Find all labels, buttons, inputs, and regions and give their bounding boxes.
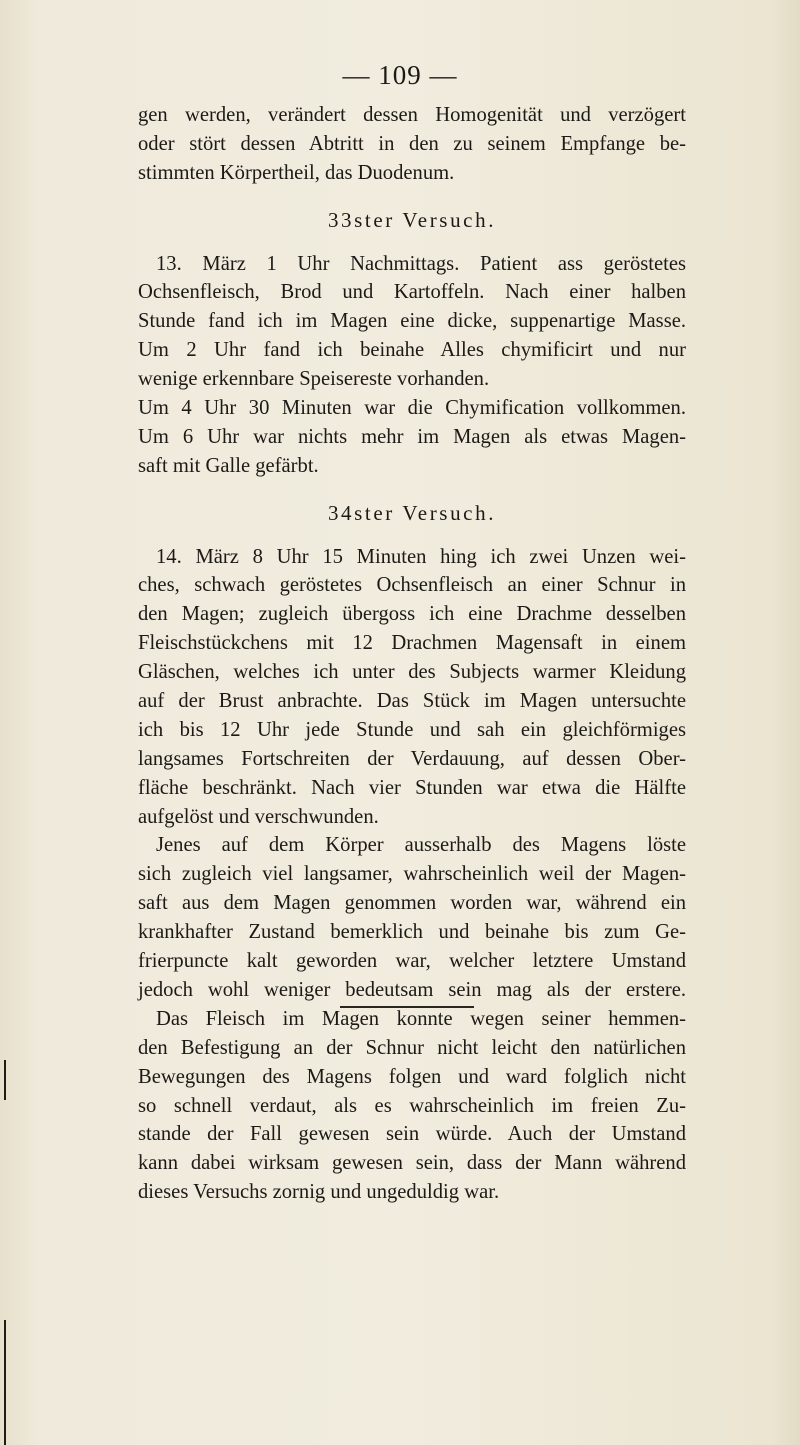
binding-edge-mark bbox=[4, 1320, 6, 1445]
text-line: stimmten Körpertheil, das Duodenum. bbox=[138, 161, 455, 184]
text-line: oder stört dessen Abtritt in den zu seinem Empfange be- bbox=[138, 132, 686, 155]
text-line: stande der Fall gewesen sein würde. Auch der Umstand bbox=[138, 1123, 686, 1146]
text-line: gen werden, verändert dessen Homogenität und verzögert bbox=[138, 104, 686, 126]
text-line: 13. März 1 Uhr Nachmittags. Patient ass geröstetes bbox=[156, 252, 686, 275]
text-line: ich bis 12 Uhr jede Stunde und sah ein gleichförmiges bbox=[138, 718, 686, 741]
text-line: krankhafter Zustand bemerklich und beinahe bis zum Ge- bbox=[138, 921, 686, 944]
text-line: Bewegungen des Magens folgen und ward folglich nicht bbox=[138, 1065, 686, 1088]
section-heading-34: 34ster Versuch. bbox=[327, 500, 497, 525]
text-line: Stunde fand ich im Magen eine dicke, suppenartige Masse. bbox=[138, 310, 686, 333]
text-line: Gläschen, welches ich unter des Subjects warmer Kleidung bbox=[138, 661, 686, 684]
text-line: langsames Fortschreiten der Verdauung, auf dessen Ober- bbox=[138, 747, 686, 770]
text-line: dieses Versuchs zornig und ungeduldig war. bbox=[138, 1181, 500, 1204]
text-line: fläche beschränkt. Nach vier Stunden war etwa die Hälfte bbox=[138, 776, 686, 799]
text-line: den Magen; zugleich übergoss ich eine Drachme desselben bbox=[138, 603, 686, 626]
text-line: sich zugleich viel langsamer, wahrscheinlich weil der Magen- bbox=[138, 863, 686, 886]
text-line: so schnell verdaut, als es wahrscheinlich im freien Zu- bbox=[138, 1094, 686, 1117]
text-line: ches, schwach geröstetes Ochsenfleisch an einer Schnur in bbox=[138, 574, 686, 597]
text-line: 14. März 8 Uhr 15 Minuten hing ich zwei Unzen wei- bbox=[156, 545, 686, 568]
text-line: saft mit Galle gefärbt. bbox=[138, 454, 319, 477]
text-line: frierpuncte kalt geworden war, welcher letztere Umstand bbox=[138, 950, 686, 973]
text-line: Um 6 Uhr war nichts mehr im Magen als etwas Magen- bbox=[138, 425, 686, 448]
text-line: Das Fleisch im Magen konnte wegen seiner hemmen- bbox=[156, 1007, 686, 1030]
text-line: wenige erkennbare Speisereste vorhanden. bbox=[138, 368, 490, 391]
text-line: Ochsenfleisch, Brod und Kartoffeln. Nach einer halben bbox=[138, 281, 686, 304]
text-line: auf der Brust anbrachte. Das Stück im Magen untersuchte bbox=[138, 690, 686, 713]
text-line: aufgelöst und verschwunden. bbox=[138, 805, 379, 828]
text-line: Jenes auf dem Körper ausserhalb des Magens löste bbox=[156, 834, 686, 857]
section-heading-33: 33ster Versuch. bbox=[327, 207, 497, 232]
text-line: saft aus dem Magen genommen worden war, während ein bbox=[138, 892, 686, 915]
text-line: Fleischstückchens mit 12 Drachmen Magensaft in einem bbox=[138, 632, 686, 655]
text-line: jedoch wohl weniger bedeutsam sein mag als der erstere. bbox=[138, 978, 686, 1001]
text-line: kann dabei wirksam gewesen sein, dass der Mann während bbox=[138, 1152, 686, 1175]
text-line: Um 4 Uhr 30 Minuten war die Chymification vollkommen. bbox=[138, 397, 686, 420]
page-number: — 109 — bbox=[342, 60, 458, 90]
binding-edge-mark bbox=[4, 1060, 6, 1100]
end-rule bbox=[340, 1006, 474, 1008]
body-text bbox=[138, 101, 686, 1207]
text-line: den Befestigung an der Schnur nicht leicht den natürlichen bbox=[138, 1036, 686, 1059]
text-line: Um 2 Uhr fand ich beinahe Alles chymificirt und nur bbox=[138, 339, 686, 362]
